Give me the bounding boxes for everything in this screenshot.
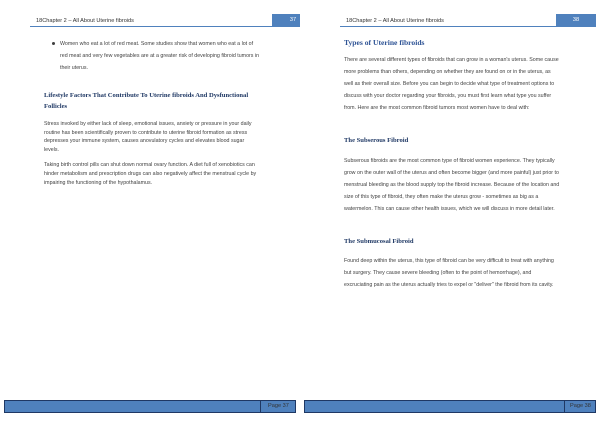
- subserous-paragraph: Subserous fibroids are the most common type of fibroid women experience. They typically grow on the outer wall of the uterus and often become bigger (and more painful) just prior to menstrual bleeding as the blood supply top the fibroid increase. Because of the location and size of this type of fibroid, they often make the uterus grow - sometimes as big as a watermelon. This can cause other health issues, which we will discuss in more detail later.: [344, 157, 560, 212]
- subserous-heading: The Subserous Fibroid: [344, 137, 409, 144]
- left-header-title: 18Chapter 2 – All About Uterine fibroids: [36, 18, 134, 24]
- right-footer-bar: [304, 400, 596, 413]
- right-header-page-number: 38: [556, 14, 596, 26]
- left-footer-page-label: Page 37: [268, 403, 289, 409]
- left-content: [44, 38, 260, 187]
- right-footer-page-label: Page 38: [570, 403, 591, 409]
- right-page: [300, 0, 600, 424]
- right-footer-divider: [564, 400, 565, 413]
- left-paragraph-birth-control: Taking birth control pills can shut down normal ovary function. A diet full of xenobiotics can hinder metabolism and prescription drugs can also negatively affect the menstrual cycle by impairing the functioning of the hypothalamus.: [44, 162, 257, 186]
- left-bullet-item: [44, 38, 260, 74]
- right-section-heading: Types of Uterine fibroids: [344, 38, 425, 47]
- left-footer-divider: [260, 400, 261, 413]
- left-paragraph-stress: Stress invoked by either lack of sleep, emotional issues, anxiety or pressure in your daily routine has been scientifically proven to contribute to uterine fibroid formation as stress depresses your immune system, causes anovulatory cycles and elevates blood sugar levels.: [44, 121, 252, 153]
- right-header-rule: [340, 26, 596, 27]
- left-header-page-number: 37: [272, 14, 314, 26]
- right-content: [344, 38, 560, 291]
- left-bullet-text: Women who eat a lot of red meat. Some studies show that women who eat a lot of red meat and very few vegetables are at a greater risk of developing fibroid tumors in their uterus.: [60, 41, 260, 71]
- submucosal-paragraph: Found deep within the uterus, this type of fibroid can be very difficult to treat with anything but surgery. They cause severe bleeding (often to the point of hemorrhage), and excruciating pain as the uterus actually tries to expel or "deliver" the fibroid from its cavity.: [344, 258, 554, 288]
- left-section-heading: Lifestyle Factors That Contribute To Uterine fibroids And Dysfunctional Follicles: [44, 92, 249, 110]
- submucosal-heading: The Submucosal Fibroid: [344, 237, 414, 245]
- left-footer-bar: [4, 400, 296, 413]
- bullet-dot-icon: [52, 42, 55, 45]
- right-header-title: 18Chapter 2 – All About Uterine fibroids: [346, 18, 444, 24]
- left-header-rule: [30, 26, 300, 27]
- right-intro-paragraph: There are several different types of fibroids that can grow in a woman's uterus. Some cause more problems than others, depending on whether they are found on or in the uterus, as well as their overall size. Before you can begin to decide what type of treatment options to discuss with your doctor regarding your fibroids, you must first learn what type you suffer from. Here are the most common fibroid tumors most women have to deal with:: [344, 57, 559, 111]
